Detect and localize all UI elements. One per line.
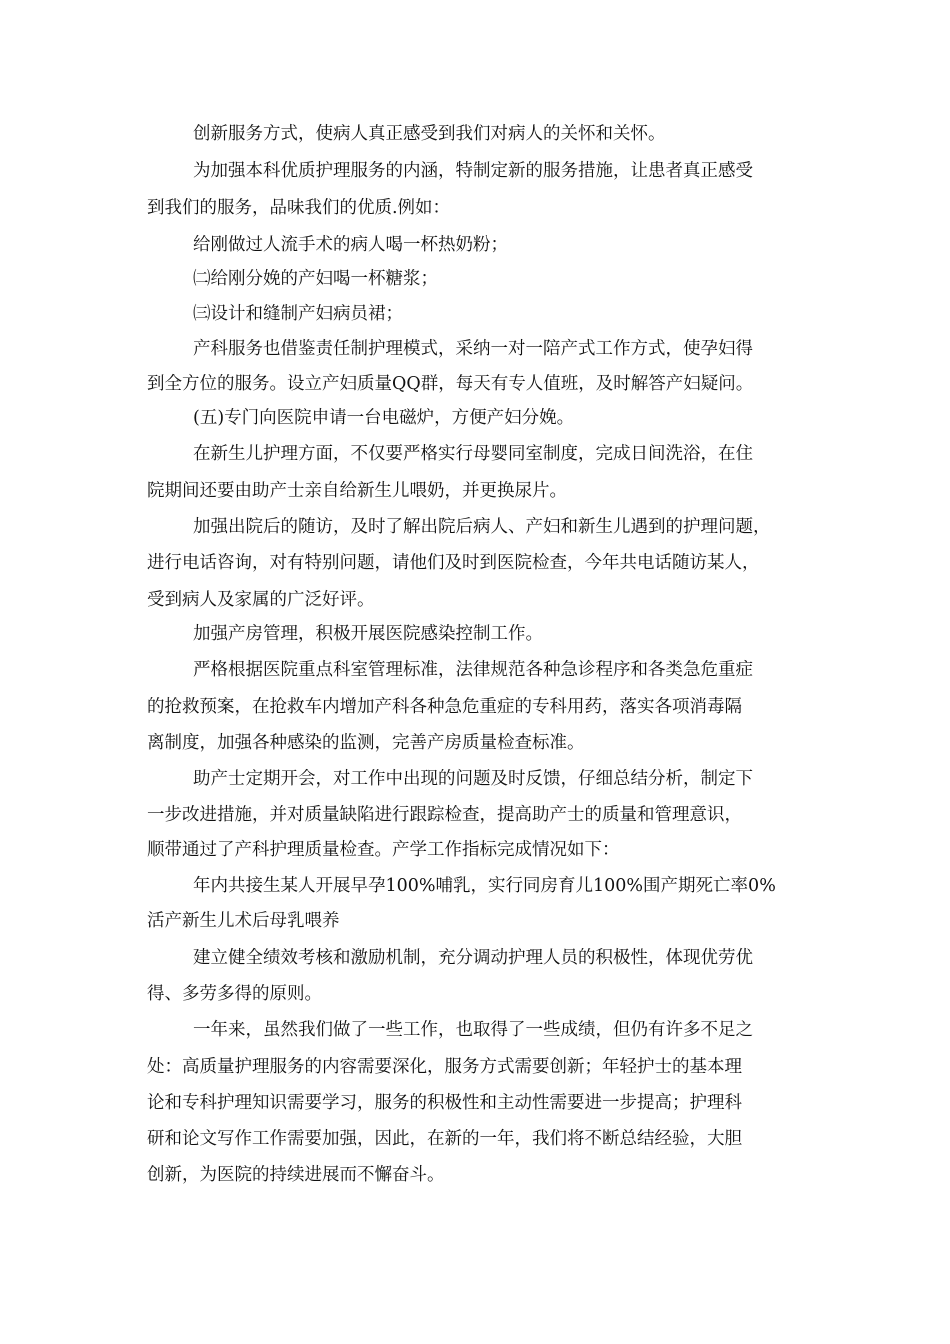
text-line: 给刚做过人流手术的病人喝一杯热奶粉； [193,235,508,255]
text-line: 进行电话咨询，对有特别问题，请他们及时到医院检查，今年共电话随访某人， [147,553,760,573]
text-line: ㈡给刚分娩的产妇喝一杯糖浆； [193,269,438,289]
text-line: 顺带通过了产科护理质量检查。产学工作指标完成情况如下： [147,840,620,860]
text-line: 严格根据医院重点科室管理标准，法律规范各种急诊程序和各类急危重症 [193,660,753,680]
text-line: 创新服务方式，使病人真正感受到我们对病人的关怀和关怀。 [193,124,666,144]
text-line: 加强产房管理，积极开展医院感染控制工作。 [193,624,543,644]
text-line: 院期间还要由助产士亲自给新生儿喂奶，并更换尿片。 [147,481,567,501]
text-line: 到全方位的服务。设立产妇质量QQ群，每天有专人值班，及时解答产妇疑问。 [147,374,754,394]
text-line: 一步改进措施，并对质量缺陷进行跟踪检查，提高助产士的质量和管理意识， [147,805,742,825]
text-line: 加强出院后的随访，及时了解出院后病人、产妇和新生儿遇到的护理问题， [193,517,771,537]
text-line: ㈢设计和缝制产妇病员裙； [193,304,403,324]
text-line: 为加强本科优质护理服务的内涵，特制定新的服务措施，让患者真正感受 [193,161,753,181]
text-line: 一年来，虽然我们做了一些工作，也取得了一些成绩，但仍有许多不足之 [193,1020,753,1040]
text-line: 到我们的服务，品味我们的优质.例如： [147,198,451,218]
text-line: 受到病人及家属的广泛好评。 [147,590,375,610]
text-line: 产科服务也借鉴责任制护理模式，采纳一对一陪产式工作方式，使孕妇得 [193,339,753,359]
text-line: 助产士定期开会，对工作中出现的问题及时反馈，仔细总结分析，制定下 [193,769,753,789]
text-line: 年内共接生某人开展早孕100%哺乳，实行同房育儿100%围产期死亡率0% [193,876,776,896]
text-line: 的抢救预案，在抢救车内增加产科各种急危重症的专科用药，落实各项消毒隔 [147,697,742,717]
text-line: 得、多劳多得的原则。 [147,984,322,1004]
text-line: 创新，为医院的持续进展而不懈奋斗。 [147,1165,445,1185]
text-line: 建立健全绩效考核和激励机制，充分调动护理人员的积极性，体现优劳优 [193,948,753,968]
text-line: (五)专门向医院申请一台电磁炉，方便产妇分娩。 [193,408,575,428]
text-line: 论和专科护理知识需要学习，服务的积极性和主动性需要进一步提高；护理科 [147,1093,742,1113]
text-line: 离制度，加强各种感染的监测，完善产房质量检查标准。 [147,733,585,753]
text-line: 活产新生儿术后母乳喂养 [147,911,340,931]
text-line: 在新生儿护理方面，不仅要严格实行母婴同室制度，完成日间洗浴，在住 [193,444,753,464]
text-line: 处：高质量护理服务的内容需要深化，服务方式需要创新；年轻护士的基本理 [147,1057,742,1077]
text-line: 研和论文写作工作需要加强，因此，在新的一年，我们将不断总结经验，大胆 [147,1129,742,1149]
